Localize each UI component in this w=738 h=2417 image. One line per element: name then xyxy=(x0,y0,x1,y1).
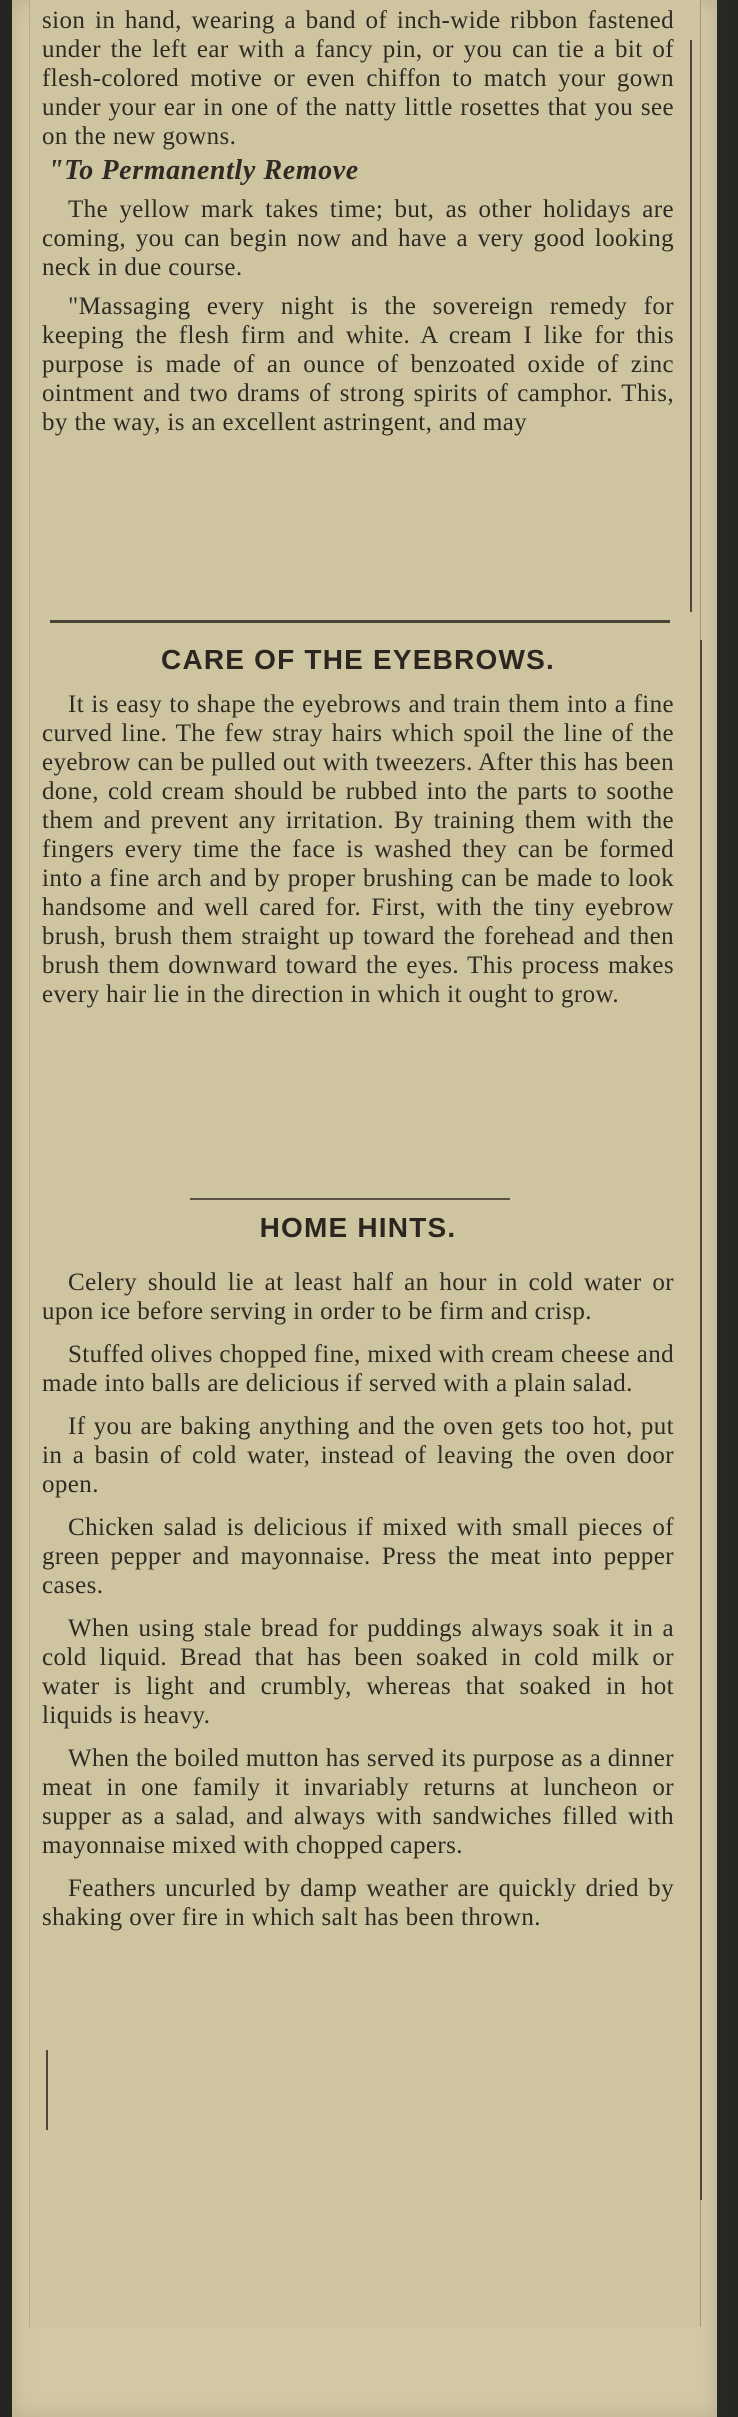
hint-item: Celery should lie at least half an hour in cold water or upon ice before serving in order to be firm and crisp. xyxy=(42,1269,674,1325)
fragment-paragraph-1: The yellow mark takes time; but, as other holidays are coming, you can begin now and have a very good looking neck in due course. xyxy=(42,196,674,281)
eyebrows-body: It is easy to shape the eyebrows and train them into a fine curved line. The few stray hairs which spoil the line of the eyebrow can be pulled out with tweezers. After this has been done, cold cream should be rubbed into the parts to soothe them and prevent any irritation. By training them with the fingers every time the face is washed they can be formed into a fine arch and by proper brushing can be made to look handsome and well cared for. First, with the tiny eyebrow brush, brush them straight up toward the forehead and then brush them downward toward the eyes. This process makes every hair lie in the direction in which it ought to grow. xyxy=(42,691,674,1008)
eyebrows-heading: CARE OF THE EYEBROWS. xyxy=(161,644,555,675)
hint-item: Stuffed olives chopped fine, mixed with cream cheese and made into balls are delicious if served with a plain salad. xyxy=(42,1341,674,1397)
hint-item: Chicken salad is delicious if mixed with small pieces of green pepper and mayonnaise. Press the meat into pepper cases. xyxy=(42,1514,674,1599)
fragment-paragraph-2: "Massaging every night is the sovereign remedy for keeping the flesh firm and white. A cream I like for this purpose is made of an ounce of benzoated oxide of zinc ointment and two drams of strong spirits of camphor. This, by the way, is an excellent astringent, and may xyxy=(42,293,674,436)
eyebrows-article xyxy=(42,644,674,1009)
upper-article-fragment xyxy=(42,6,674,437)
column-rule-right-lower xyxy=(700,640,702,2200)
fragment-subheading: "To Permanently Remove xyxy=(48,155,359,186)
column-rule-right-upper xyxy=(690,40,692,612)
article-separator-rule xyxy=(190,1198,510,1200)
hint-item: Feathers uncurled by damp weather are quickly dried by shaking over fire in which salt has been thrown. xyxy=(42,1875,674,1931)
hint-item: When the boiled mutton has served its purpose as a dinner meat in one family it invariably returns at luncheon or supper as a salad, and always with sandwiches filled with mayonnaise mixed with chopped capers. xyxy=(42,1745,674,1859)
column-rule-left-bottom xyxy=(46,2050,48,2130)
section-divider-rule xyxy=(50,620,670,623)
home-hints-heading: HOME HINTS. xyxy=(259,1212,457,1243)
fragment-opening-text: sion in hand, wearing a band of inch-wide ribbon fastened under the left ear with a fancy pin, or you can tie a bit of flesh-colored motive or even chiffon to match your gown under your ear in one of the natty little rosettes that you see on the new gowns. xyxy=(42,7,674,150)
home-hints-article xyxy=(42,1212,674,1946)
hint-item: If you are baking anything and the oven gets too hot, put in a basin of cold water, instead of leaving the oven door open. xyxy=(42,1413,674,1498)
hint-item: When using stale bread for puddings always soak it in a cold liquid. Bread that has been soaked in cold milk or water is light and crumbly, whereas that soaked in hot liquids is heavy. xyxy=(42,1615,674,1729)
